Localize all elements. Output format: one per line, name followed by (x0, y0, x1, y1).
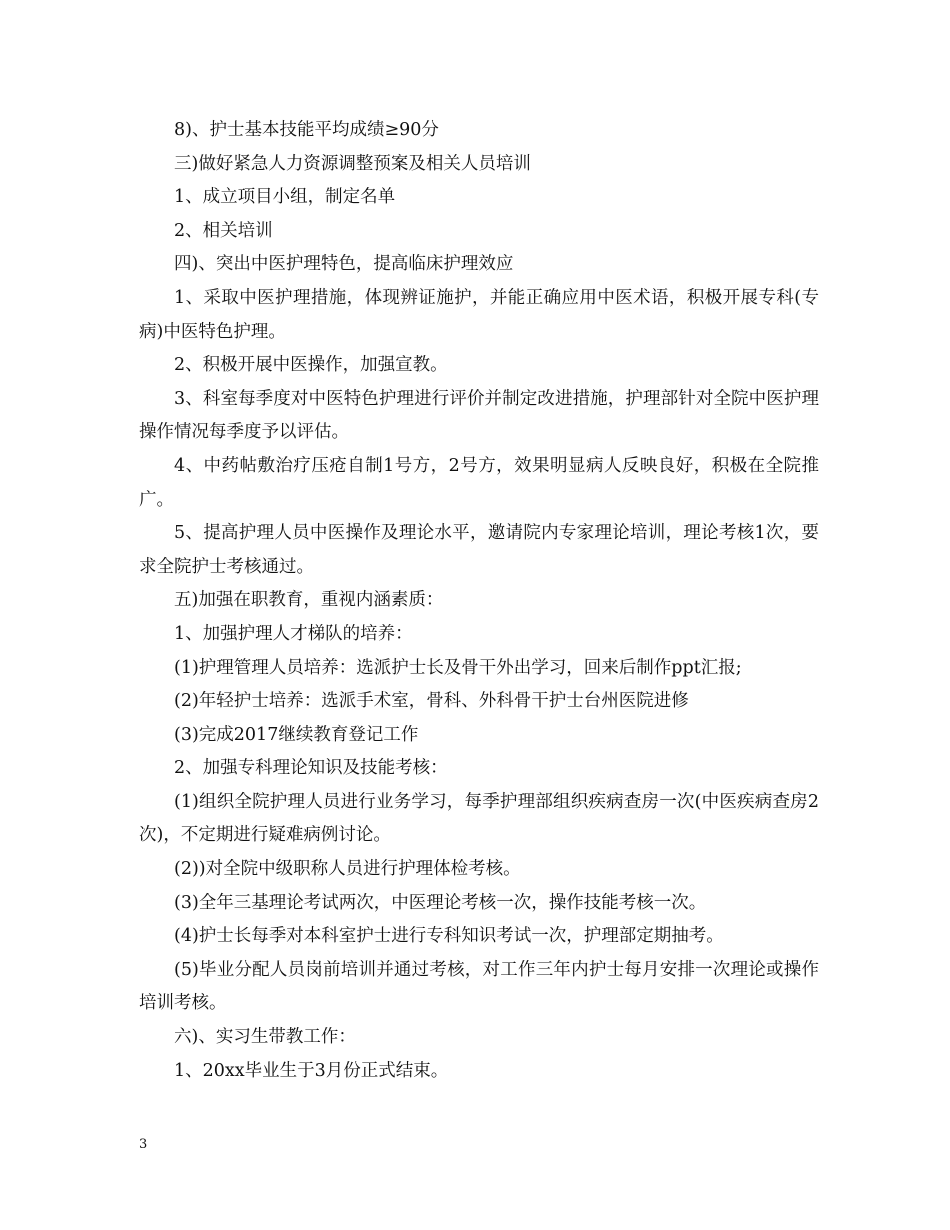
paragraph: 1、成立项目小组，制定名单 (174, 187, 396, 208)
paragraph: (4)护士长每季对本科室护士进行专科知识考试一次，护理部定期抽考。 (174, 926, 724, 947)
paragraph: (3)全年三基理论考试两次，中医理论考核一次，操作技能考核一次。 (174, 892, 707, 913)
paragraph: (5)毕业分配人员岗前培训并通过考核，对工作三年内护士每月安排一次理论或操作培训考核。 (139, 959, 819, 1014)
paragraph: 1、加强护理人才梯队的培养： (174, 623, 413, 644)
paragraph: 5、提高护理人员中医操作及理论水平，邀请院内专家理论培训，理论考核1次，要求全院护士考核通过。 (139, 523, 819, 577)
paragraph: (3)完成2017继续教育登记工作 (174, 724, 419, 745)
paragraph: 3、科室每季度对中医特色护理进行评价并制定改进措施，护理部针对全院中医护理操作情况每季度予以评估。 (139, 388, 819, 443)
paragraph: 4、中药帖敷治疗压疮自制1号方，2号方，效果明显病人反映良好，积极在全院推广。 (139, 455, 819, 510)
paragraph: (1)组织全院护理人员进行业务学习，每季护理部组织疾病查房一次(中医疾病查房2次)，不定期进行疑难病例讨论。 (139, 791, 819, 846)
section-heading: 三)做好紧急人力资源调整预案及相关人员培训 (174, 153, 531, 174)
document-body (139, 114, 819, 1088)
paragraph: 8)、护士基本技能平均成绩≥90分 (174, 120, 439, 140)
section-heading: 五)加强在职教育，重视内涵素质： (174, 590, 444, 611)
paragraph: (1)护理管理人员培养：选派护士长及骨干外出学习，回来后制作ppt汇报; (174, 657, 742, 678)
paragraph: 2、积极开展中医操作，加强宣教。 (174, 355, 448, 376)
section-heading: 四)、突出中医护理特色，提高临床护理效应 (174, 254, 514, 275)
paragraph: 2、加强专科理论知识及技能考核： (174, 758, 448, 779)
paragraph: 2、相关培训 (174, 220, 273, 241)
section-heading: 六)、实习生带教工作： (174, 1027, 356, 1048)
paragraph: 1、采取中医护理措施，体现辨证施护，并能正确应用中医术语，积极开展专科(专病)中医特色护理。 (139, 287, 819, 342)
paragraph: (2)年轻护士培养：选派手术室，骨科、外科骨干护士台州医院进修 (174, 691, 689, 712)
page-number: 3 (139, 1137, 148, 1152)
paragraph: (2))对全院中级职称人员进行护理体检考核。 (174, 859, 521, 880)
paragraph: 1、20xx毕业生于3月份正式结束。 (174, 1060, 449, 1081)
